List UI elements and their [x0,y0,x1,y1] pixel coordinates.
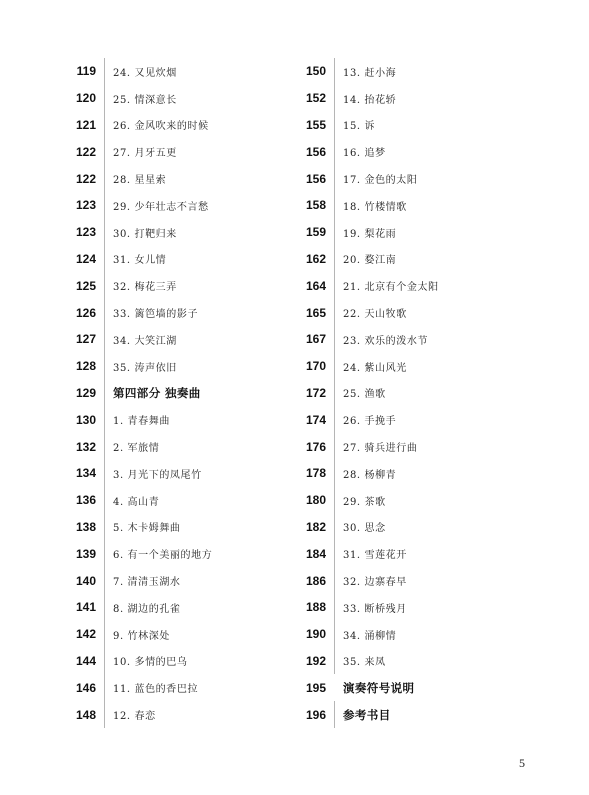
toc-entry-title: 11. 蓝色的香巴拉 [113,684,199,696]
toc-divider [104,540,105,567]
toc-entry-title: 28. 杨柳青 [343,469,397,481]
toc-entry-title: 22. 天山牧歌 [343,309,407,321]
toc-section-title: 参考书目 [343,707,391,722]
toc-entry-title: 30. 思念 [343,523,386,535]
toc-divider [104,460,105,487]
toc-page-number: 146 [75,680,96,695]
toc-page-number: 126 [75,305,96,320]
toc-entry [290,701,540,728]
toc-page-number: 174 [305,412,326,427]
toc-entry [60,192,295,219]
toc-divider [334,219,335,246]
toc-entry [290,594,540,621]
toc-entry [60,299,295,326]
toc-entry [60,514,295,541]
toc-entry-title: 33. 篱笆墙的影子 [113,309,199,321]
toc-entry [60,112,295,139]
toc-divider [104,701,105,728]
toc-entry [60,353,295,380]
toc-entry [290,621,540,648]
toc-entry-title: 3. 月光下的凤尾竹 [113,469,202,481]
toc-page-number: 134 [75,466,96,481]
toc-entry-title: 23. 欢乐的泼水节 [343,335,429,347]
toc-page-number: 172 [305,385,326,400]
toc-entry-title: 25. 渔歌 [343,389,386,401]
toc-entry [60,380,295,407]
toc-divider [334,567,335,594]
toc-entry [60,621,295,648]
toc-entry [60,246,295,273]
toc-right-column [290,58,540,728]
toc-entry [290,246,540,273]
toc-page-number: 128 [75,359,96,374]
toc-divider [104,58,105,85]
toc-page-number: 132 [75,439,96,454]
toc-page-number: 123 [75,225,96,240]
toc-entry [290,540,540,567]
toc-entry-title: 26. 金风吹来的时候 [113,121,209,133]
toc-page-number: 156 [305,144,326,159]
toc-page-number: 130 [75,412,96,427]
toc-divider [334,326,335,353]
toc-entry [60,433,295,460]
toc-divider [334,85,335,112]
toc-page-number: 176 [305,439,326,454]
toc-entry-title: 7. 清清玉湖水 [113,577,181,589]
toc-left-column [60,58,295,728]
toc-divider [104,165,105,192]
toc-entry [60,674,295,701]
toc-entry-title: 12. 春恋 [113,711,156,723]
toc-page-number: 156 [305,171,326,186]
toc-entry-title: 16. 追梦 [343,148,386,160]
toc-entry-title: 18. 竹楼情歌 [343,201,407,213]
toc-entry-title: 5. 木卡姆舞曲 [113,523,181,535]
toc-entry [290,674,540,701]
toc-page-number: 119 [76,64,96,79]
toc-entry-title: 14. 抬花轿 [343,94,397,106]
toc-entry [290,272,540,299]
toc-page-number: 120 [75,91,96,106]
toc-divider [104,514,105,541]
toc-entry [290,567,540,594]
toc-divider [334,514,335,541]
toc-page-number: 142 [75,627,96,642]
toc-divider [334,406,335,433]
toc-divider [104,648,105,675]
toc-page-number: 188 [305,600,326,615]
toc-entry [60,594,295,621]
toc-page-number: 150 [305,64,326,79]
toc-page-number: 129 [75,385,96,400]
toc-entry-title: 27. 骑兵进行曲 [343,443,418,455]
toc-entry [60,648,295,675]
toc-page-number: 121 [75,117,96,132]
toc-page-number: 144 [75,653,96,668]
toc-entry-title: 8. 湖边的孔雀 [113,603,181,615]
toc-page-number: 178 [305,466,326,481]
toc-page-number: 184 [305,546,326,561]
toc-divider [334,594,335,621]
toc-entry-title: 29. 少年壮志不言愁 [113,201,209,213]
toc-divider [334,165,335,192]
toc-entry-title: 24. 又见炊烟 [113,67,177,79]
toc-page-number: 182 [305,519,326,534]
toc-divider [104,433,105,460]
toc-entry [290,380,540,407]
toc-divider [104,621,105,648]
toc-page-number: 167 [305,332,326,347]
toc-entry-title: 24. 紫山风光 [343,362,407,374]
toc-entry [60,326,295,353]
toc-page-number: 162 [305,251,326,266]
toc-page-number: 138 [75,519,96,534]
toc-entry [290,299,540,326]
toc-entry [60,487,295,514]
toc-entry-title: 32. 边寨春早 [343,577,407,589]
toc-entry [60,406,295,433]
toc-entry-title: 1. 青春舞曲 [113,416,170,428]
toc-entry [290,58,540,85]
toc-page-number: 155 [305,117,326,132]
toc-divider [104,380,105,407]
toc-divider [334,487,335,514]
toc-entry-title: 15. 诉 [343,121,376,133]
toc-page-number: 125 [75,278,96,293]
toc-entry [60,165,295,192]
toc-entry-title: 29. 茶歌 [343,496,386,508]
toc-page-number: 127 [75,332,96,347]
toc-divider [104,299,105,326]
toc-entry [60,58,295,85]
toc-entry [290,192,540,219]
toc-divider [334,460,335,487]
toc-entry-title: 26. 手挽手 [343,416,397,428]
toc-page-number: 190 [305,627,326,642]
toc-entry-title: 35. 来凤 [343,657,386,669]
toc-page-number: 192 [305,653,326,668]
toc-entry [290,326,540,353]
toc-page-number: 122 [75,171,96,186]
toc-entry [60,540,295,567]
toc-divider [334,380,335,407]
toc-divider [104,674,105,701]
toc-entry-title: 31. 女儿情 [113,255,167,267]
toc-entry [290,85,540,112]
toc-entry [60,701,295,728]
toc-entry [290,112,540,139]
toc-divider [104,353,105,380]
toc-entry-title: 33. 断桥残月 [343,603,407,615]
toc-divider [104,112,105,139]
toc-page-number: 196 [305,707,326,722]
toc-entry-title: 35. 涛声依旧 [113,362,177,374]
toc-divider [334,192,335,219]
toc-entry-title: 9. 竹林深处 [113,630,170,642]
toc-divider [104,85,105,112]
toc-entry [60,219,295,246]
toc-entry [60,85,295,112]
toc-page-number: 152 [305,91,326,106]
toc-entry-title: 27. 月牙五更 [113,148,177,160]
toc-entry [60,460,295,487]
toc-page-number: 124 [75,251,96,266]
toc-divider [334,540,335,567]
toc-entry [290,353,540,380]
toc-divider [104,567,105,594]
toc-divider [334,299,335,326]
toc-entry [60,272,295,299]
toc-page-number: 123 [75,198,96,213]
toc-page-number: 141 [75,600,96,615]
toc-divider [334,58,335,85]
toc-entry [290,433,540,460]
toc-page-number: 170 [305,359,326,374]
toc-entry-title: 20. 婺江南 [343,255,397,267]
toc-entry-title: 13. 赶小海 [343,67,397,79]
toc-entry [290,165,540,192]
toc-entry-title: 6. 有一个美丽的地方 [113,550,213,562]
toc-entry [290,648,540,675]
toc-page-number: 165 [305,305,326,320]
toc-page-number: 164 [305,278,326,293]
toc-entry [290,219,540,246]
toc-entry-title: 17. 金色的太阳 [343,175,418,187]
toc-entry-title: 25. 情深意长 [113,94,177,106]
toc-page-number: 180 [305,493,326,508]
toc-section-title: 演奏符号说明 [343,680,415,695]
toc-divider [334,621,335,648]
toc-divider [334,353,335,380]
page-number: 5 [519,756,525,770]
toc-entry [290,138,540,165]
toc-entry-title: 19. 梨花雨 [343,228,397,240]
toc-page-number: 195 [305,680,326,695]
toc-divider [104,594,105,621]
toc-page-number: 148 [75,707,96,722]
toc-entry-title: 2. 军旅情 [113,443,160,455]
toc-divider [334,246,335,273]
toc-page-number: 158 [305,198,326,213]
toc-divider [104,246,105,273]
toc-divider [104,219,105,246]
toc-divider [104,406,105,433]
toc-entry-title: 34. 大笑江湖 [113,335,177,347]
toc-divider [104,487,105,514]
toc-entry [60,138,295,165]
toc-entry-title: 28. 星星索 [113,175,167,187]
toc-divider [334,112,335,139]
toc-divider [334,138,335,165]
toc-entry-title: 31. 雪莲花开 [343,550,407,562]
toc-divider [104,192,105,219]
toc-divider [334,701,335,728]
toc-entry-title: 30. 打靶归来 [113,228,177,240]
toc-entry [290,487,540,514]
toc-entry [60,567,295,594]
toc-divider [334,272,335,299]
toc-entry-title: 10. 多情的巴乌 [113,657,188,669]
toc-divider [104,138,105,165]
toc-page-number: 139 [75,546,96,561]
toc-page-number: 140 [75,573,96,588]
toc-entry-title: 32. 梅花三弄 [113,282,177,294]
toc-page-number: 136 [75,493,96,508]
toc-entry [290,514,540,541]
toc-section-title: 第四部分 独奏曲 [113,385,201,400]
toc-entry-title: 4. 高山青 [113,496,160,508]
toc-page-number: 159 [305,225,326,240]
toc-entry-title: 21. 北京有个金太阳 [343,282,439,294]
toc-page-number: 122 [75,144,96,159]
toc-divider [334,648,335,675]
toc-divider [104,272,105,299]
toc-page-number: 186 [305,573,326,588]
toc-entry [290,406,540,433]
toc-divider [104,326,105,353]
toc-entry [290,460,540,487]
toc-divider [334,433,335,460]
toc-entry-title: 34. 涌柳情 [343,630,397,642]
